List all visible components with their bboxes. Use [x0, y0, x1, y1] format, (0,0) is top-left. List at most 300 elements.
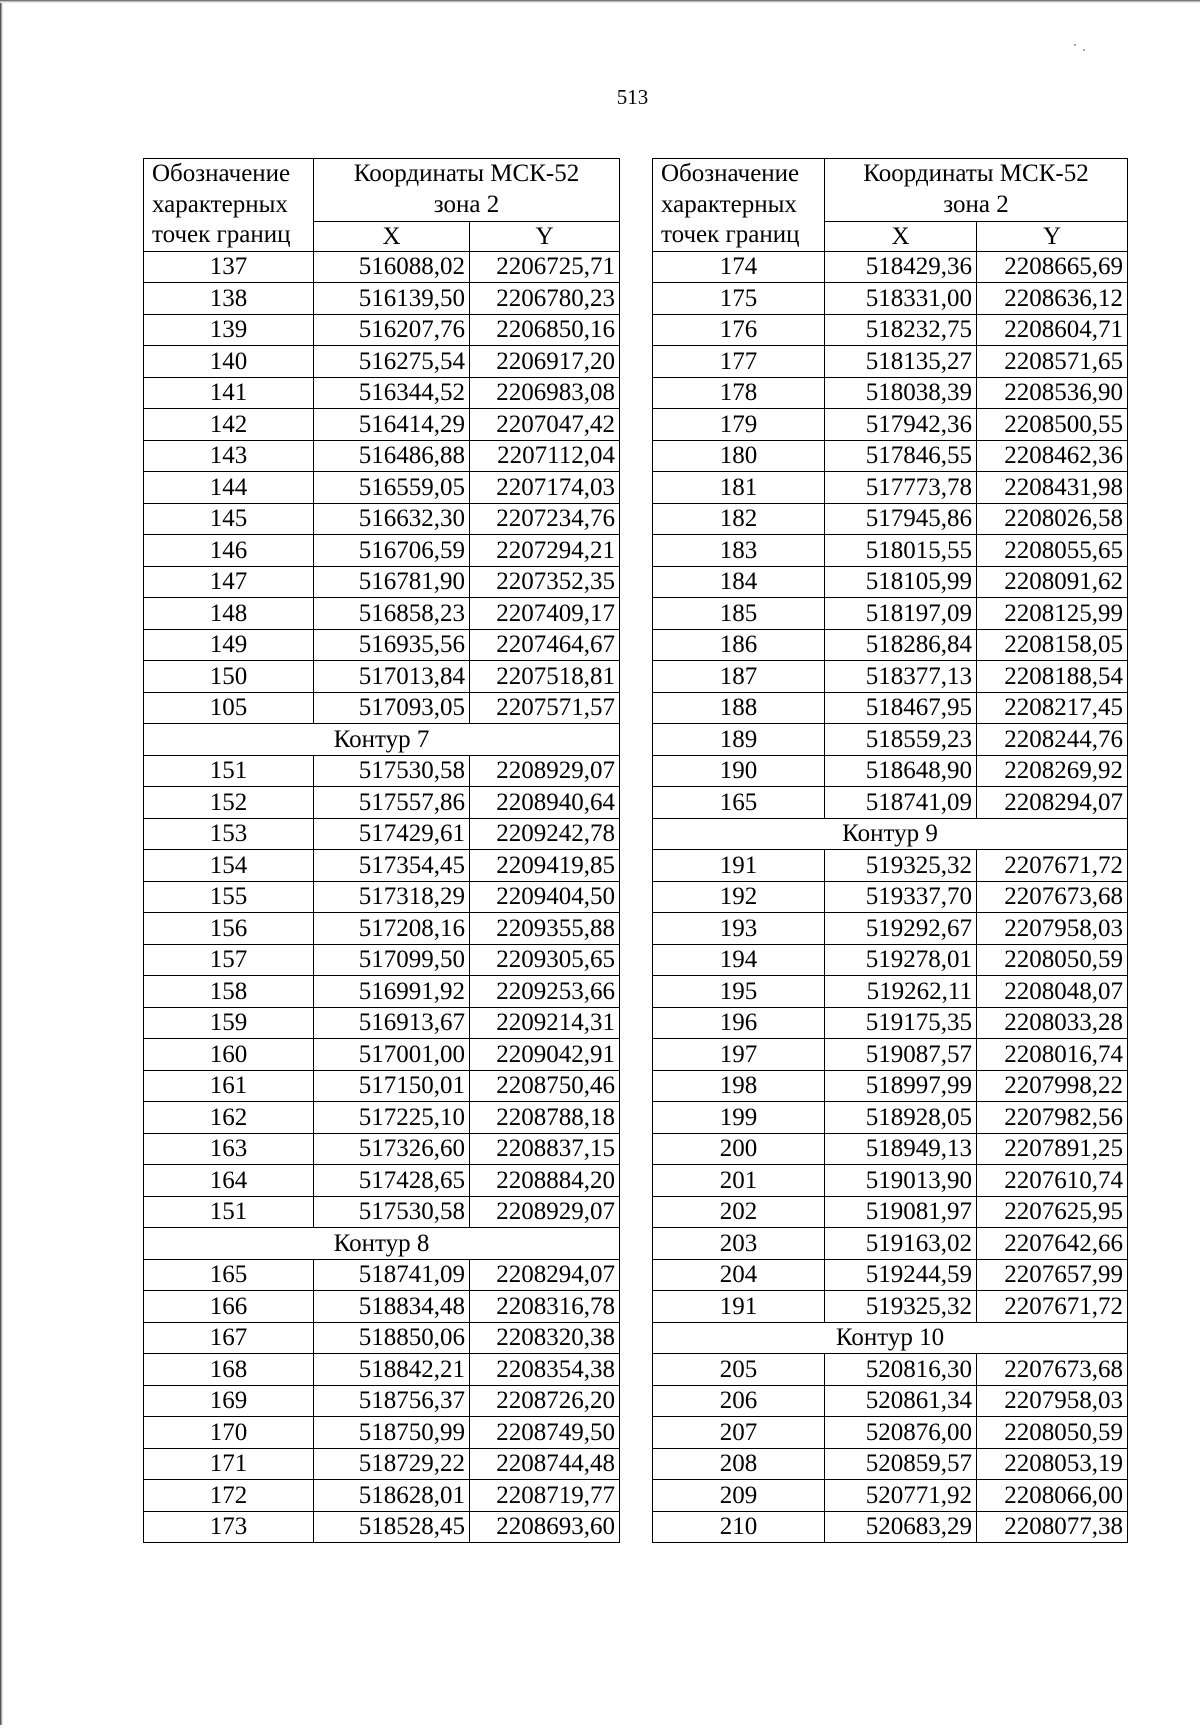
y-coordinate-cell: 2207958,03 [977, 1385, 1128, 1417]
table-row [144, 1417, 620, 1449]
table-row [653, 440, 1128, 472]
x-coordinate-cell: 517208,16 [314, 913, 470, 945]
page-number: 513 [616, 85, 649, 109]
y-coordinate-cell: 2209214,31 [470, 1007, 620, 1039]
x-coordinate-cell: 518135,27 [825, 346, 977, 378]
y-coordinate-cell: 2207352,35 [470, 566, 620, 598]
coordinates-header [825, 159, 1128, 222]
y-coordinate-cell: 2208750,46 [470, 1070, 620, 1102]
y-coordinate-cell: 2206850,16 [470, 314, 620, 346]
x-coordinate-cell: 518105,99 [825, 566, 977, 598]
point-id-cell: 154 [144, 850, 314, 882]
y-coordinate-cell: 2208244,76 [977, 724, 1128, 756]
point-id-cell: 192 [653, 881, 825, 913]
y-coordinate-cell: 2208462,36 [977, 440, 1128, 472]
table-row [144, 787, 620, 819]
point-id-cell: 204 [653, 1259, 825, 1291]
y-coordinate-cell: 2208500,55 [977, 409, 1128, 441]
x-coordinate-cell: 518377,13 [825, 661, 977, 693]
y-coordinate-cell: 2208536,90 [977, 377, 1128, 409]
x-coordinate-cell: 516139,50 [314, 283, 470, 315]
x-coordinate-cell: 519325,32 [825, 850, 977, 882]
point-id-cell: 198 [653, 1070, 825, 1102]
contour-row [144, 1228, 620, 1260]
table-row [144, 598, 620, 630]
point-id-cell: 190 [653, 755, 825, 787]
y-coordinate-cell: 2209305,65 [470, 944, 620, 976]
y-coordinate-cell: 2208091,62 [977, 566, 1128, 598]
point-id-cell: 193 [653, 913, 825, 945]
scan-edge-left [0, 0, 3, 1725]
table-row [653, 1385, 1128, 1417]
table-row [144, 314, 620, 346]
x-column-header: X [825, 221, 977, 251]
x-coordinate-cell: 516088,02 [314, 251, 470, 283]
x-coordinate-cell: 517530,58 [314, 755, 470, 787]
x-coordinate-cell: 516414,29 [314, 409, 470, 441]
y-coordinate-cell: 2206725,71 [470, 251, 620, 283]
y-coordinate-cell: 2208693,60 [470, 1511, 620, 1543]
point-id-cell: 146 [144, 535, 314, 567]
x-coordinate-cell: 519337,70 [825, 881, 977, 913]
point-id-cell: 140 [144, 346, 314, 378]
y-coordinate-cell: 2208431,98 [977, 472, 1128, 504]
table-row [144, 1259, 620, 1291]
table-row [144, 1354, 620, 1386]
point-id-cell: 199 [653, 1102, 825, 1134]
y-coordinate-cell: 2207174,03 [470, 472, 620, 504]
y-coordinate-cell: 2209404,50 [470, 881, 620, 913]
table-row [653, 346, 1128, 378]
x-coordinate-cell: 516344,52 [314, 377, 470, 409]
contour-row [653, 818, 1128, 850]
y-coordinate-cell: 2207409,17 [470, 598, 620, 630]
y-coordinate-cell: 2208636,12 [977, 283, 1128, 315]
scan-edge-top [0, 0, 1200, 3]
y-coordinate-cell: 2209419,85 [470, 850, 620, 882]
y-coordinate-cell: 2208788,18 [470, 1102, 620, 1134]
y-coordinate-cell: 2208604,71 [977, 314, 1128, 346]
y-coordinate-cell: 2208665,69 [977, 251, 1128, 283]
table-row [144, 1196, 620, 1228]
table-row [653, 1133, 1128, 1165]
table-row [144, 692, 620, 724]
x-coordinate-cell: 517093,05 [314, 692, 470, 724]
y-coordinate-cell: 2208749,50 [470, 1417, 620, 1449]
table-row [653, 566, 1128, 598]
point-id-cell: 203 [653, 1228, 825, 1260]
table-row [653, 251, 1128, 283]
table-row [144, 850, 620, 882]
table-row [144, 1511, 620, 1543]
y-coordinate-cell: 2207642,66 [977, 1228, 1128, 1260]
point-id-cell: 200 [653, 1133, 825, 1165]
y-coordinate-cell: 2206780,23 [470, 283, 620, 315]
point-id-cell: 160 [144, 1039, 314, 1071]
point-id-cell: 178 [653, 377, 825, 409]
y-coordinate-cell: 2208571,65 [977, 346, 1128, 378]
y-coordinate-cell: 2207625,95 [977, 1196, 1128, 1228]
x-coordinate-cell: 517354,45 [314, 850, 470, 882]
table-row [144, 472, 620, 504]
y-coordinate-cell: 2208294,07 [977, 787, 1128, 819]
table-row [144, 881, 620, 913]
x-coordinate-cell: 518949,13 [825, 1133, 977, 1165]
point-id-cell: 171 [144, 1448, 314, 1480]
table-row [653, 377, 1128, 409]
header-line: зона 2 [943, 190, 1009, 218]
point-id-cell: 137 [144, 251, 314, 283]
y-coordinate-cell: 2208316,78 [470, 1291, 620, 1323]
y-coordinate-cell: 2208033,28 [977, 1007, 1128, 1039]
point-id-cell: 208 [653, 1448, 825, 1480]
table-row [653, 409, 1128, 441]
x-coordinate-cell: 520861,34 [825, 1385, 977, 1417]
point-id-cell: 201 [653, 1165, 825, 1197]
x-column-header: X [314, 221, 470, 251]
x-coordinate-cell: 516207,76 [314, 314, 470, 346]
x-coordinate-cell: 520771,92 [825, 1480, 977, 1512]
x-coordinate-cell: 518197,09 [825, 598, 977, 630]
point-id-cell: 165 [653, 787, 825, 819]
x-coordinate-cell: 516781,90 [314, 566, 470, 598]
point-id-cell: 138 [144, 283, 314, 315]
y-coordinate-cell: 2208016,74 [977, 1039, 1128, 1071]
table-row [144, 818, 620, 850]
y-coordinate-cell: 2208929,07 [470, 1196, 620, 1228]
y-coordinate-cell: 2207673,68 [977, 881, 1128, 913]
table-row [653, 1259, 1128, 1291]
point-id-cell: 181 [653, 472, 825, 504]
y-coordinate-cell: 2207047,42 [470, 409, 620, 441]
point-id-cell: 150 [144, 661, 314, 693]
point-id-cell: 164 [144, 1165, 314, 1197]
header-line: Обозначение [661, 160, 800, 187]
x-coordinate-cell: 517429,61 [314, 818, 470, 850]
coordinates-header [314, 159, 620, 222]
x-coordinate-cell: 517326,60 [314, 1133, 470, 1165]
x-coordinate-cell: 519175,35 [825, 1007, 977, 1039]
contour-row [144, 724, 620, 756]
table-row [144, 409, 620, 441]
table-row [144, 976, 620, 1008]
x-coordinate-cell: 518331,00 [825, 283, 977, 315]
table-row [144, 251, 620, 283]
table-row [653, 1291, 1128, 1323]
x-coordinate-cell: 519163,02 [825, 1228, 977, 1260]
x-coordinate-cell: 516275,54 [314, 346, 470, 378]
header-line: характерных [661, 190, 797, 218]
y-coordinate-cell: 2208066,00 [977, 1480, 1128, 1512]
table-row [653, 724, 1128, 756]
point-id-cell: 159 [144, 1007, 314, 1039]
point-id-cell: 189 [653, 724, 825, 756]
table-row [144, 1322, 620, 1354]
table-row [653, 850, 1128, 882]
table-row [653, 283, 1128, 315]
x-coordinate-cell: 517773,78 [825, 472, 977, 504]
table-row [144, 944, 620, 976]
coordinates-table-right [652, 158, 1128, 1543]
y-coordinate-cell: 2208940,64 [470, 787, 620, 819]
y-coordinate-cell: 2207891,25 [977, 1133, 1128, 1165]
x-coordinate-cell: 519292,67 [825, 913, 977, 945]
x-coordinate-cell: 520859,57 [825, 1448, 977, 1480]
point-id-cell: 176 [653, 314, 825, 346]
point-id-cell: 172 [144, 1480, 314, 1512]
x-coordinate-cell: 518928,05 [825, 1102, 977, 1134]
x-coordinate-cell: 520876,00 [825, 1417, 977, 1449]
point-id-cell: 196 [653, 1007, 825, 1039]
table-row [653, 314, 1128, 346]
point-id-cell: 173 [144, 1511, 314, 1543]
point-id-cell: 175 [653, 283, 825, 315]
point-id-cell: 209 [653, 1480, 825, 1512]
table-row [653, 755, 1128, 787]
table-row [653, 1165, 1128, 1197]
table-row [653, 944, 1128, 976]
table-row [144, 566, 620, 598]
table-row [653, 1511, 1128, 1543]
y-coordinate-cell: 2208884,20 [470, 1165, 620, 1197]
point-id-cell: 184 [653, 566, 825, 598]
x-coordinate-cell: 518467,95 [825, 692, 977, 724]
y-coordinate-cell: 2207294,21 [470, 535, 620, 567]
table-row [144, 1480, 620, 1512]
header-line: Координаты МСК-52 [353, 160, 580, 188]
x-coordinate-cell: 518741,09 [314, 1259, 470, 1291]
y-coordinate-cell: 2207112,04 [470, 440, 620, 472]
table-row [144, 346, 620, 378]
point-id-cell: 197 [653, 1039, 825, 1071]
table-row [144, 283, 620, 315]
point-id-cell: 149 [144, 629, 314, 661]
point-id-cell: 179 [653, 409, 825, 441]
table-row [144, 1007, 620, 1039]
y-coordinate-cell: 2208719,77 [470, 1480, 620, 1512]
point-id-cell: 157 [144, 944, 314, 976]
coordinates-table-left [143, 158, 620, 1543]
x-coordinate-cell: 519013,90 [825, 1165, 977, 1197]
header-line: точек границ [661, 221, 800, 248]
y-column-header: Y [470, 221, 620, 251]
x-coordinate-cell: 519244,59 [825, 1259, 977, 1291]
point-id-cell: 167 [144, 1322, 314, 1354]
point-id-cell: 141 [144, 377, 314, 409]
x-coordinate-cell: 517942,36 [825, 409, 977, 441]
point-id-cell: 153 [144, 818, 314, 850]
y-coordinate-cell: 2208929,07 [470, 755, 620, 787]
table-row [144, 535, 620, 567]
x-coordinate-cell: 517945,86 [825, 503, 977, 535]
header-line: точек границ [152, 221, 291, 248]
point-id-cell: 139 [144, 314, 314, 346]
y-coordinate-cell: 2208053,19 [977, 1448, 1128, 1480]
point-id-cell: 161 [144, 1070, 314, 1102]
contour-title: Контур 7 [144, 724, 620, 756]
x-coordinate-cell: 518834,48 [314, 1291, 470, 1323]
table-row [144, 440, 620, 472]
point-id-cell: 158 [144, 976, 314, 1008]
point-id-cell: 191 [653, 1291, 825, 1323]
y-coordinate-cell: 2208055,65 [977, 535, 1128, 567]
x-coordinate-cell: 519325,32 [825, 1291, 977, 1323]
point-id-cell: 142 [144, 409, 314, 441]
y-coordinate-cell: 2209253,66 [470, 976, 620, 1008]
table-row [653, 1196, 1128, 1228]
x-coordinate-cell: 516559,05 [314, 472, 470, 504]
table-row [144, 661, 620, 693]
x-coordinate-cell: 517001,00 [314, 1039, 470, 1071]
table-row [653, 629, 1128, 661]
point-designation-header [144, 159, 314, 252]
point-id-cell: 151 [144, 1196, 314, 1228]
table-row [653, 787, 1128, 819]
table-row [653, 1070, 1128, 1102]
y-coordinate-cell: 2208294,07 [470, 1259, 620, 1291]
y-coordinate-cell: 2208158,05 [977, 629, 1128, 661]
x-coordinate-cell: 518648,90 [825, 755, 977, 787]
header-line: зона 2 [433, 190, 500, 218]
table-row [144, 1102, 620, 1134]
x-coordinate-cell: 518628,01 [314, 1480, 470, 1512]
table-row [653, 1448, 1128, 1480]
y-coordinate-cell: 2208077,38 [977, 1511, 1128, 1543]
y-coordinate-cell: 2207571,57 [470, 692, 620, 724]
x-coordinate-cell: 517318,29 [314, 881, 470, 913]
point-id-cell: 206 [653, 1385, 825, 1417]
y-coordinate-cell: 2208269,92 [977, 755, 1128, 787]
x-coordinate-cell: 518729,22 [314, 1448, 470, 1480]
y-coordinate-cell: 2208125,99 [977, 598, 1128, 630]
table-row [144, 377, 620, 409]
x-coordinate-cell: 517530,58 [314, 1196, 470, 1228]
y-coordinate-cell: 2207234,76 [470, 503, 620, 535]
table-body [653, 251, 1128, 1543]
point-id-cell: 162 [144, 1102, 314, 1134]
point-id-cell: 177 [653, 346, 825, 378]
x-coordinate-cell: 516858,23 [314, 598, 470, 630]
y-coordinate-cell: 2209042,91 [470, 1039, 620, 1071]
x-coordinate-cell: 518528,45 [314, 1511, 470, 1543]
point-id-cell: 147 [144, 566, 314, 598]
table-row [653, 976, 1128, 1008]
table-row [653, 661, 1128, 693]
y-coordinate-cell: 2208354,38 [470, 1354, 620, 1386]
y-coordinate-cell: 2208050,59 [977, 1417, 1128, 1449]
x-coordinate-cell: 518559,23 [825, 724, 977, 756]
point-id-cell: 183 [653, 535, 825, 567]
table-row [653, 1417, 1128, 1449]
y-coordinate-cell: 2207464,67 [470, 629, 620, 661]
x-coordinate-cell: 519081,97 [825, 1196, 977, 1228]
x-coordinate-cell: 520683,29 [825, 1511, 977, 1543]
point-id-cell: 170 [144, 1417, 314, 1449]
scan-speck [1074, 44, 1076, 46]
table-row [653, 881, 1128, 913]
point-id-cell: 180 [653, 440, 825, 472]
point-id-cell: 187 [653, 661, 825, 693]
x-coordinate-cell: 517099,50 [314, 944, 470, 976]
y-coordinate-cell: 2207657,99 [977, 1259, 1128, 1291]
y-coordinate-cell: 2207671,72 [977, 1291, 1128, 1323]
x-coordinate-cell: 518286,84 [825, 629, 977, 661]
x-coordinate-cell: 517225,10 [314, 1102, 470, 1134]
x-coordinate-cell: 518756,37 [314, 1385, 470, 1417]
x-coordinate-cell: 518997,99 [825, 1070, 977, 1102]
x-coordinate-cell: 516706,59 [314, 535, 470, 567]
y-coordinate-cell: 2208320,38 [470, 1322, 620, 1354]
table-row [653, 535, 1128, 567]
contour-row [653, 1322, 1128, 1354]
table-row [653, 1354, 1128, 1386]
y-coordinate-cell: 2207998,22 [977, 1070, 1128, 1102]
x-coordinate-cell: 516991,92 [314, 976, 470, 1008]
header-line: Обозначение [152, 160, 291, 187]
point-id-cell: 182 [653, 503, 825, 535]
point-id-cell: 186 [653, 629, 825, 661]
point-id-cell: 188 [653, 692, 825, 724]
y-coordinate-cell: 2208726,20 [470, 1385, 620, 1417]
point-id-cell: 165 [144, 1259, 314, 1291]
y-coordinate-cell: 2208050,59 [977, 944, 1128, 976]
point-id-cell: 152 [144, 787, 314, 819]
x-coordinate-cell: 518842,21 [314, 1354, 470, 1386]
y-coordinate-cell: 2207518,81 [470, 661, 620, 693]
table-row [144, 1133, 620, 1165]
point-id-cell: 207 [653, 1417, 825, 1449]
table-row [144, 1291, 620, 1323]
table-row [144, 1070, 620, 1102]
point-id-cell: 143 [144, 440, 314, 472]
x-coordinate-cell: 517428,65 [314, 1165, 470, 1197]
table-row [653, 503, 1128, 535]
x-coordinate-cell: 516486,88 [314, 440, 470, 472]
y-coordinate-cell: 2207610,74 [977, 1165, 1128, 1197]
table-row [653, 913, 1128, 945]
x-coordinate-cell: 518015,55 [825, 535, 977, 567]
point-id-cell: 145 [144, 503, 314, 535]
x-coordinate-cell: 518429,36 [825, 251, 977, 283]
contour-title: Контур 9 [653, 818, 1128, 850]
x-coordinate-cell: 519262,11 [825, 976, 977, 1008]
point-id-cell: 151 [144, 755, 314, 787]
header-line: Координаты МСК-52 [863, 160, 1089, 188]
y-coordinate-cell: 2209242,78 [470, 818, 620, 850]
table-row [653, 1480, 1128, 1512]
x-coordinate-cell: 519278,01 [825, 944, 977, 976]
y-coordinate-cell: 2206983,08 [470, 377, 620, 409]
x-coordinate-cell: 520816,30 [825, 1354, 977, 1386]
table-row [144, 1039, 620, 1071]
point-id-cell: 202 [653, 1196, 825, 1228]
header-line: характерных [152, 190, 288, 218]
x-coordinate-cell: 518038,39 [825, 377, 977, 409]
table-row [653, 1102, 1128, 1134]
x-coordinate-cell: 518750,99 [314, 1417, 470, 1449]
scan-speck [1083, 49, 1085, 51]
x-coordinate-cell: 518232,75 [825, 314, 977, 346]
point-id-cell: 148 [144, 598, 314, 630]
point-id-cell: 166 [144, 1291, 314, 1323]
x-coordinate-cell: 516935,56 [314, 629, 470, 661]
y-column-header: Y [977, 221, 1128, 251]
table-row [144, 755, 620, 787]
point-id-cell: 156 [144, 913, 314, 945]
point-id-cell: 169 [144, 1385, 314, 1417]
point-id-cell: 185 [653, 598, 825, 630]
x-coordinate-cell: 518741,09 [825, 787, 977, 819]
